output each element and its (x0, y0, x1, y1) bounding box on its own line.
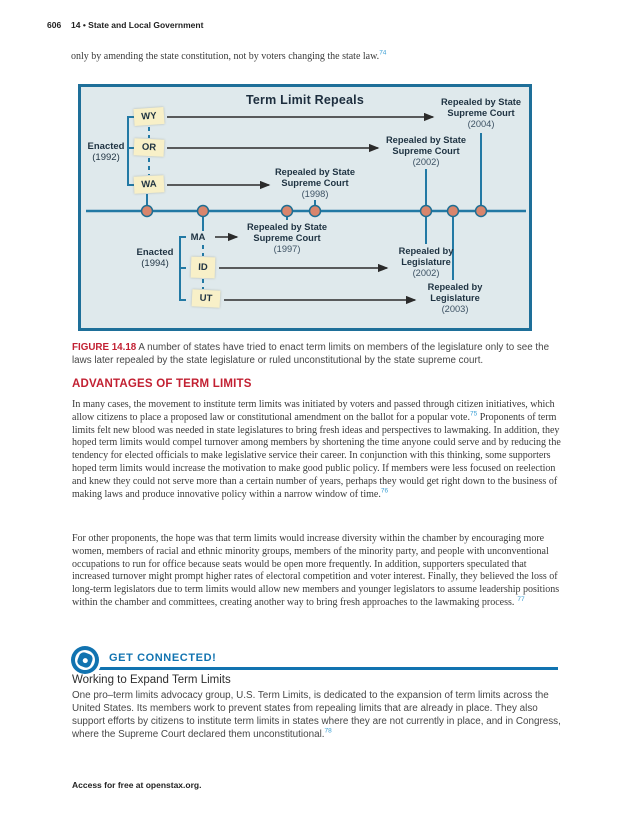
get-connected-text: One pro–term limits advocacy group, U.S. Term Limits, is dedicated to the expansion of term limits across the United States. Its members work to prevent states from repealing limits that are already in place. They also support efforts by citizens to institute term limits in states where they are not currently in place, and in Congress, where the Supreme Court declared them unconstitutional. (72, 690, 561, 740)
get-connected-subheading: Working to Expand Term Limits (72, 674, 231, 686)
state-chip-id: ID (191, 257, 216, 279)
state-chip-wa: WA (134, 175, 165, 194)
p1-text-a: In many cases, the movement to institute term limits was initiated by voters and passed through citizen initiatives, which allow citizens to place a proposed law or constitutional amendment on the ballot for a popular vote. (72, 399, 555, 423)
get-connected-icon-dot (83, 658, 88, 663)
advantages-paragraph-2 (72, 533, 564, 610)
get-connected-icon-ring (75, 650, 95, 670)
timeline-dot-1997 (282, 206, 293, 217)
repeal-label-id: Repealed by Legislature (2002) (398, 246, 454, 278)
advantages-paragraph-1 (72, 399, 564, 501)
repeal-label-ut: Repealed by Legislature (2003) (427, 282, 483, 314)
enacted-1992-label: Enacted (1992) (87, 141, 125, 163)
figure-title: Term Limit Repeals (246, 93, 364, 107)
intro-text: only by amending the state constitution, not by voters changing the state law. (71, 51, 380, 62)
enacted-1994-label: Enacted (1994) (136, 247, 174, 269)
state-label-ma: MA (190, 232, 206, 243)
section-heading-advantages: ADVANTAGES OF TERM LIMITS (72, 378, 252, 390)
timeline-dot-2002 (421, 206, 432, 217)
timeline-dot-1998 (310, 206, 321, 217)
repeal-label-or: Repealed by State Supreme Court (2002) (385, 135, 467, 167)
p2-text: For other proponents, the hope was that term limits would increase diversity within the chamber by encouraging more women, members of racial and ethnic minority groups, members of the minority party, and people with unconventional occupations to run for office because seats would be open more frequently. In addition, supporters speculated that increased turnover might prompt higher rates of electoral competition and voter interest. Finally, they believed the loss of long-term legislators due to term limits would allow new members and younger legislators to assume leadership positions within the chamber and committees, creating another way to bring fresh approaches to the lawmaking process. (72, 533, 560, 608)
timeline-dot-1994 (198, 206, 209, 217)
footnote-link-77[interactable]: 77 (517, 595, 525, 603)
timeline-dot-2003 (448, 206, 459, 217)
repeal-label-wa: Repealed by State Supreme Court (1998) (274, 167, 356, 199)
get-connected-icon-hub (76, 651, 94, 669)
get-connected-rule (72, 667, 558, 670)
footnote-link-78[interactable]: 78 (324, 727, 332, 735)
intro-paragraph (71, 51, 571, 64)
get-connected-icon (71, 646, 99, 674)
page-number: 606 (47, 20, 62, 30)
running-header: 14 • State and Local Government (71, 20, 204, 30)
p1-text-b: Proponents of term limits felt new blood was needed in state legislatures to bring fresh ideas and perspectives to lawmaking. In addition, they hoped term limits would compel turnover among members by shortening the time anyone could serve and by reducing the tendency for elected officials to make legislative service their career. In conjunction with this thinking, some supporters hoped term limits would increase the motivation to make good public policy. If members were less focused on reelection and knew they could not serve more than a certain number of years, perhaps they would get right down to the business of making laws and produce innovative policy within a narrow window of time. (72, 411, 561, 500)
figure-caption-text: A number of states have tried to enact term limits on members of the legislature only to see the laws later repealed by the state legislature or ruled unconstitutional by the state supreme court. (72, 342, 550, 367)
get-connected-heading: GET CONNECTED! (109, 652, 217, 664)
figure-caption (72, 341, 564, 368)
enacted-1994-bracket (180, 237, 186, 300)
state-chip-wy: WY (133, 107, 164, 126)
access-footer: Access for free at openstax.org. (72, 780, 202, 790)
term-limit-repeals-figure (78, 84, 532, 331)
footnote-link-74[interactable]: 74 (379, 49, 387, 57)
footnote-link-76[interactable]: 76 (380, 487, 389, 495)
repeal-label-wy: Repealed by State Supreme Court (2004) (440, 97, 522, 129)
timeline-dot-2004 (476, 206, 487, 217)
get-connected-paragraph (72, 689, 564, 741)
repeal-label-ma: Repealed by State Supreme Court (1997) (246, 222, 328, 254)
timeline-dot-1992 (142, 206, 153, 217)
figure-caption-label: FIGURE 14.18 (72, 342, 137, 353)
state-chip-or: OR (134, 138, 165, 157)
footnote-link-75[interactable]: 75 (469, 410, 478, 418)
state-chip-ut: UT (192, 289, 221, 307)
